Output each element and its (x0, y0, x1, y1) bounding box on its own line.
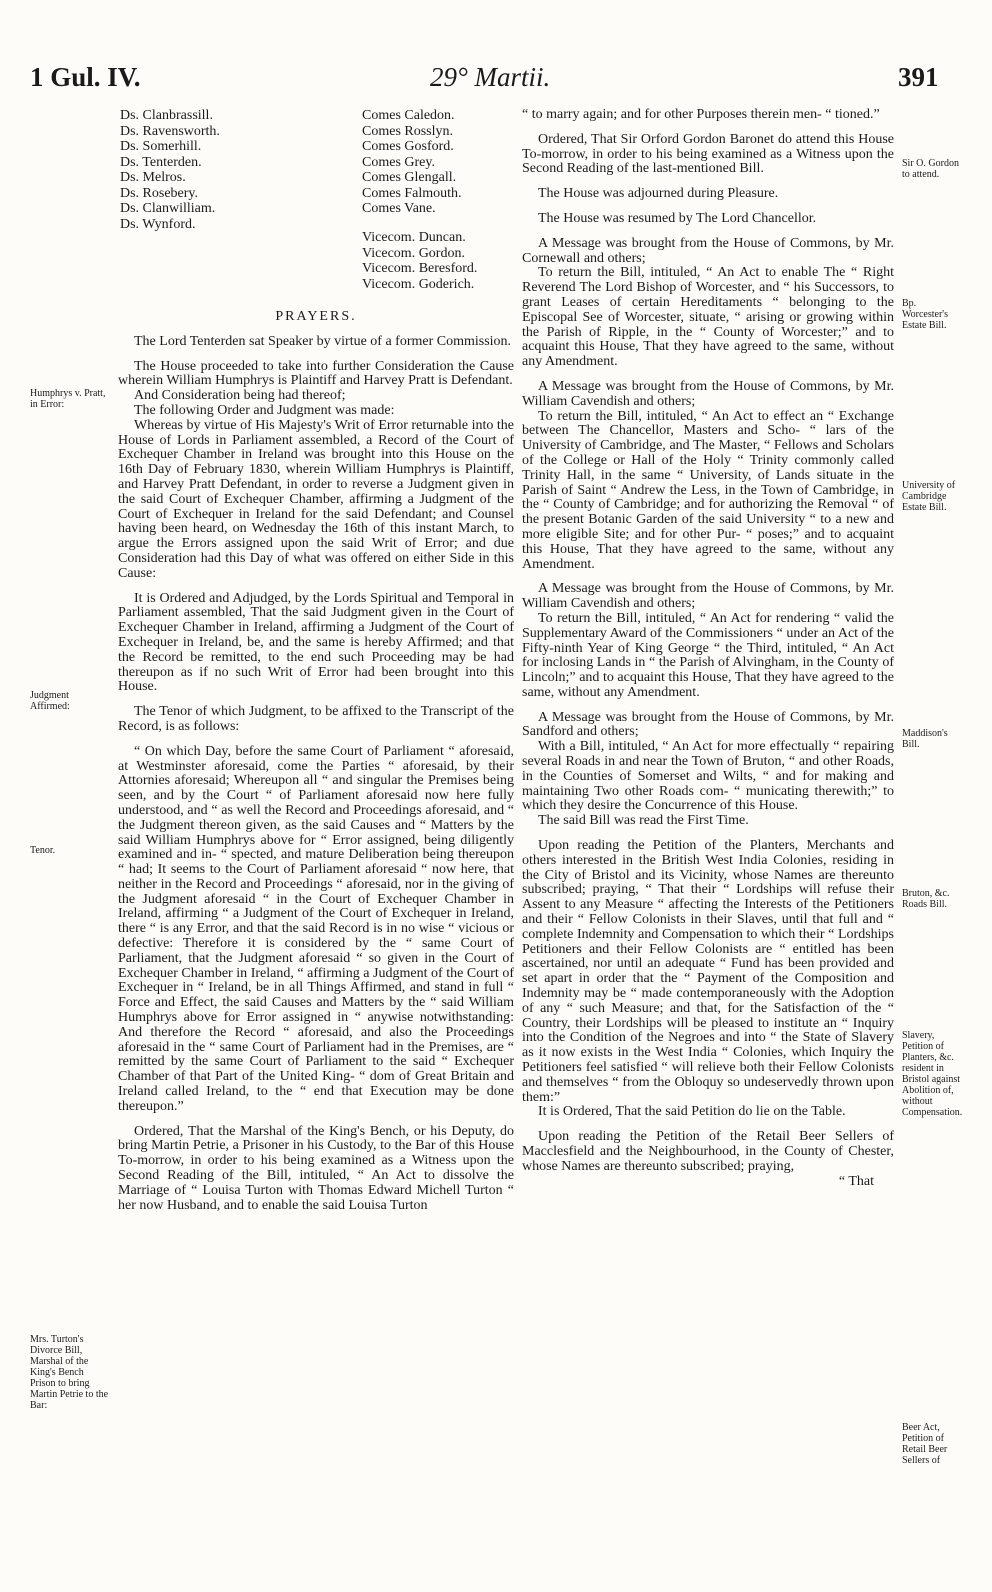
lord-entry: Ds. Somerhill. (120, 139, 202, 154)
paragraph: The Tenor of which Judgment, to be affixed to the Transcript of the Record, is as follows: (118, 704, 514, 734)
lords-list-viscounts (362, 230, 477, 292)
right-column (522, 108, 894, 1189)
lord-entry: Comes Grey. (362, 154, 435, 170)
margin-note-humphrys: Humphrys v. Pratt, in Error: (30, 388, 106, 410)
margin-note-turton: Mrs. Turton's Divorce Bill, Marshal of the King's Bench Prison to bring Martin Petrie to the Bar: (30, 1334, 109, 1411)
judgment-paragraph: It is Ordered and Adjudged, by the Lords Spiritual and Temporal in Parliament assembled, That the said Judgment given in the Court of Exchequer Chamber in Ireland, affirming a Judgment of the Court of Exchequer in Ireland, be, and the same is hereby Affirmed; and that the Record be remitted, to the end such Proceeding may be had thereupon as if no such Writ of Error had been brought into this House. (118, 590, 514, 695)
paragraph: The following Order and Judgment was made: (134, 402, 395, 418)
lord-entry: Ds. Ravensworth. (120, 123, 220, 139)
lord-entry: Comes Falmouth. (362, 185, 462, 201)
left-column (118, 310, 514, 1213)
margin-note-gordon: Sir O. Gordon to attend. (902, 158, 959, 180)
margin-note-slavery: Slavery, Petition of Planters, &c. resident in Bristol against Abolition of, without Compensation. (902, 1030, 963, 1118)
paragraph: A Message was brought from the House of Commons, by Mr. Cornewall and others; (522, 235, 894, 266)
running-head-date: 29° Martii. (430, 62, 551, 92)
speaker-paragraph: The Lord Tenterden sat Speaker by virtue of a former Commission. (134, 333, 512, 349)
lord-entry: Comes Gosford. (362, 139, 454, 154)
lord-entry: Ds. Clanbrassill. (120, 108, 213, 123)
paragraph: To return the Bill, intituled, “ An Act to enable The “ Right Reverend The Lord Bishop of Worcester, and “ his Successors, to grant Leases of certain Hereditaments “ belonging to the Episcopal See of Worcester, situate, “ arising or growing within the Parish of Ripple, in the “ County of Worcester;” and to acquaint this House, That they have agreed to the same, without any Amendment. (522, 265, 894, 370)
turton-order-paragraph: Ordered, That the Marshal of the King's Bench, or his Deputy, do bring Martin Petrie, a Prisoner in his Custody, to the Bar of this House To-morrow, in order to his being examined as a Witness upon the Second Reading of the Bill, intituled, “ An Act to dissolve the Marriage of “ Louisa Turton with Thomas Edward Michell Turton “ her now Husband, and to enable the said Louisa Turton (118, 1123, 514, 1213)
lord-entry: Vicecom. Goderich. (362, 276, 475, 292)
lords-list-barons (120, 108, 220, 232)
page-number: 391 (898, 62, 939, 92)
margin-note-bruton: Bruton, &c. Roads Bill. (902, 888, 950, 910)
paragraph: With a Bill, intituled, “ An Act for more effectually “ repairing several Roads in and near the Town of Bruton, “ and other Roads, in the Counties of Somerset and Wilts, “ and for making and maintaining Two other Roads com- “ municating therewith;” to which they desire the Concurrence of this House. (522, 739, 894, 814)
lord-entry: Ds. Clanwilliam. (120, 201, 216, 216)
margin-note-beer: Beer Act, Petition of Retail Beer Sellers of (902, 1422, 948, 1466)
lord-entry: Ds. Rosebery. (120, 185, 199, 201)
section-heading: PRAYERS. (275, 309, 357, 324)
margin-note-worcester: Bp. Worcester's Estate Bill. (902, 298, 948, 331)
paragraph: The House was resumed by The Lord Chancellor. (538, 210, 817, 226)
paragraph: A Message was brought from the House of Commons, by Mr. William Cavendish and others; (522, 581, 894, 612)
lord-entry: Comes Vane. (362, 201, 436, 216)
paragraph: And Consideration being had thereof; (134, 388, 346, 404)
paragraph: To return the Bill, intituled, “ An Act to effect an “ Exchange between The Chancellor, Masters and Scho- “ lars of the University of Cambridge, and The Master, “ Fellows and Scholars of the College or Hall of the Holy “ Trinity commonly called Trinity Hall, in the same “ University, of Lands situate in the Parish of Saint “ Andrew the Less, in the Town of Cambridge, in the “ County of Cambridge; and for authorizing the Removal “ of the present Botanic Garden of the said University “ to a new and more eligible Site; and for other Pur- “ poses;” and to acquaint this House, That they have agreed to the same, without any Amendment. (522, 408, 894, 572)
margin-note-judgment: Judgment Affirmed: (30, 690, 70, 712)
paragraph: The said Bill was read the First Time. (538, 813, 749, 829)
paragraph: Upon reading the Petition of the Retail Beer Sellers of Macclesfield and the Neighbourhood, in the County of Chester, whose Names are thereunto subscribed; praying, (522, 1129, 894, 1174)
lord-entry: Vicecom. Duncan. (362, 230, 466, 245)
lords-list-earls (362, 108, 462, 217)
running-head-left: 1 Gul. IV. (30, 62, 141, 92)
lord-entry: Comes Glengall. (362, 170, 457, 185)
lord-entry: Ds. Wynford. (120, 216, 196, 232)
margin-note-maddison: Maddison's Bill. (902, 728, 948, 750)
lord-entry: Comes Caledon. (362, 108, 455, 123)
lord-entry: Vicecom. Gordon. (362, 245, 465, 261)
paragraph: Upon reading the Petition of the Planters, Merchants and others interested in the British West India Colonies, residing in the City of Bristol and its Vicinity, whose Names are thereunto subscribed; praying, “ That their “ Lordships will refuse their Assent to any Measure “ affecting the Interests of the Petitioners and their “ Fellow Colonists in their Slaves, until that full and “ complete Indemnity and Compensation to which their “ Lordships Petitioners and their Fellow Colonists are “ entitled has been ascertained, nor until an adequate “ Fund has been provided and set apart in order that the “ Payment of the Composition and Indemnity may be “ made contemporaneously with the Adoption of any “ such Measure; and that, for the Satisfaction of the “ Country, their Lordships will be pleased to institute an “ Inquiry into the Condition of the Negroes and into “ the State of Slavery as it now exists in the West India “ Colonies, which Inquiry the Petitioners feel satisfied “ will relieve both their Fellow Colonists and themselves “ from the Obloquy so undeservedly thrown upon them:” (522, 838, 894, 1105)
lord-entry: Ds. Tenterden. (120, 154, 202, 170)
paragraph: It is Ordered, That the said Petition do lie on the Table. (538, 1104, 846, 1120)
tenor-quotation: “ On which Day, before the same Court of Parliament “ aforesaid, at Westminster aforesaid, come the Parties “ aforesaid, by their Attornies aforesaid; Whereupon all “ and singular the Premises being seen, and by the Court “ of Parliament aforesaid now here fully understood, and “ as well the Record and Proceedings aforesaid, and “ the Judgment thereon given, as the said Causes and “ Matters by the said William Humphrys above for “ Error assigned, being diligently examined and in- “ spected, and mature Deliberation being thereupon “ had; It seems to the Court of Parliament aforesaid “ now here, that neither in the Record and Proceedings “ aforesaid, nor in the giving of the Judgment aforesaid “ in the Court of Exchequer Chamber in Ireland, affirming “ a Judgment of the Court of Exchequer in Ireland, there “ is any Error, and that the said Record is in no wise “ vicious or defective: Therefore it is considered by the “ same Court of Parliament, that the Judgment aforesaid “ so given in the Court of Exchequer Chamber in Ireland, “ affirming a Judgment of the Court of Exchequer in “ Ireland, be in all Things Affirmed, and stand in full “ Force and Effect, the said Causes and Matters by the “ said William Humphrys above for Error assigned in “ anywise notwithstanding: And therefore the Record “ aforesaid, and also the Proceedings aforesaid in the “ same Court of Parliament had in the Premises, are “ remitted by the same Court of Parliament to the said “ Exchequer Chamber of that Part of the United King- “ dom of Great Britain and Ireland called Ireland, to the “ end that Execution may be done thereupon.” (118, 743, 514, 1114)
paragraph: “ to marry again; and for other Purposes therein men- “ tioned.” (522, 107, 880, 122)
paragraph: Whereas by virtue of His Majesty's Writ of Error returnable into the House of Lords in Parliament assembled, a Record of the Court of Exchequer Chamber in Ireland was brought into this House on the 16th Day of February 1830, wherein William Humphrys is Plaintiff, and Harvey Pratt Defendant, in order to reverse a Judgment given in the said Court of Exchequer Chamber, affirming a Judgment of the Court of Exchequer in Ireland for the said Defendant; and Counsel having been heard, on Wednesday the 16th of this instant March, to argue the Errors assigned upon the said Writ of Error; and due Consideration had this Day of what was offered on either Side in this Cause: (118, 417, 514, 581)
paragraph: The House proceeded to take into further Consideration the Cause wherein William Humphrys is Plaintiff and Harvey Pratt is Defendant. (118, 358, 514, 389)
lord-entry: Vicecom. Beresford. (362, 261, 478, 276)
paragraph: A Message was brought from the House of Commons, by Mr. William Cavendish and others; (522, 378, 894, 409)
margin-note-cambridge: University of Cambridge Estate Bill. (902, 480, 956, 513)
margin-note-tenor: Tenor. (30, 845, 56, 856)
lord-entry: Ds. Melros. (120, 170, 186, 185)
lord-entry: Comes Rosslyn. (362, 123, 454, 139)
paragraph: Ordered, That Sir Orford Gordon Baronet do attend this House To-morrow, in order to his being examined as a Witness upon the Second Reading of the last-mentioned Bill. (522, 131, 894, 177)
catchword: “ That (838, 1173, 874, 1189)
paragraph: A Message was brought from the House of Commons, by Mr. Sandford and others; (522, 709, 894, 740)
paragraph: To return the Bill, intituled, “ An Act for rendering “ valid the Supplementary Award of the Commissioners “ under an Act of the Fifty-ninth Year of King George “ the Third, intituled, “ An Act for inclosing Lands in “ the Parish of Alvingham, in the County of Lincoln;” and to acquaint this House, That they have agreed to the same, without any Amendment. (522, 610, 894, 700)
paragraph: The House was adjourned during Pleasure. (538, 186, 779, 202)
